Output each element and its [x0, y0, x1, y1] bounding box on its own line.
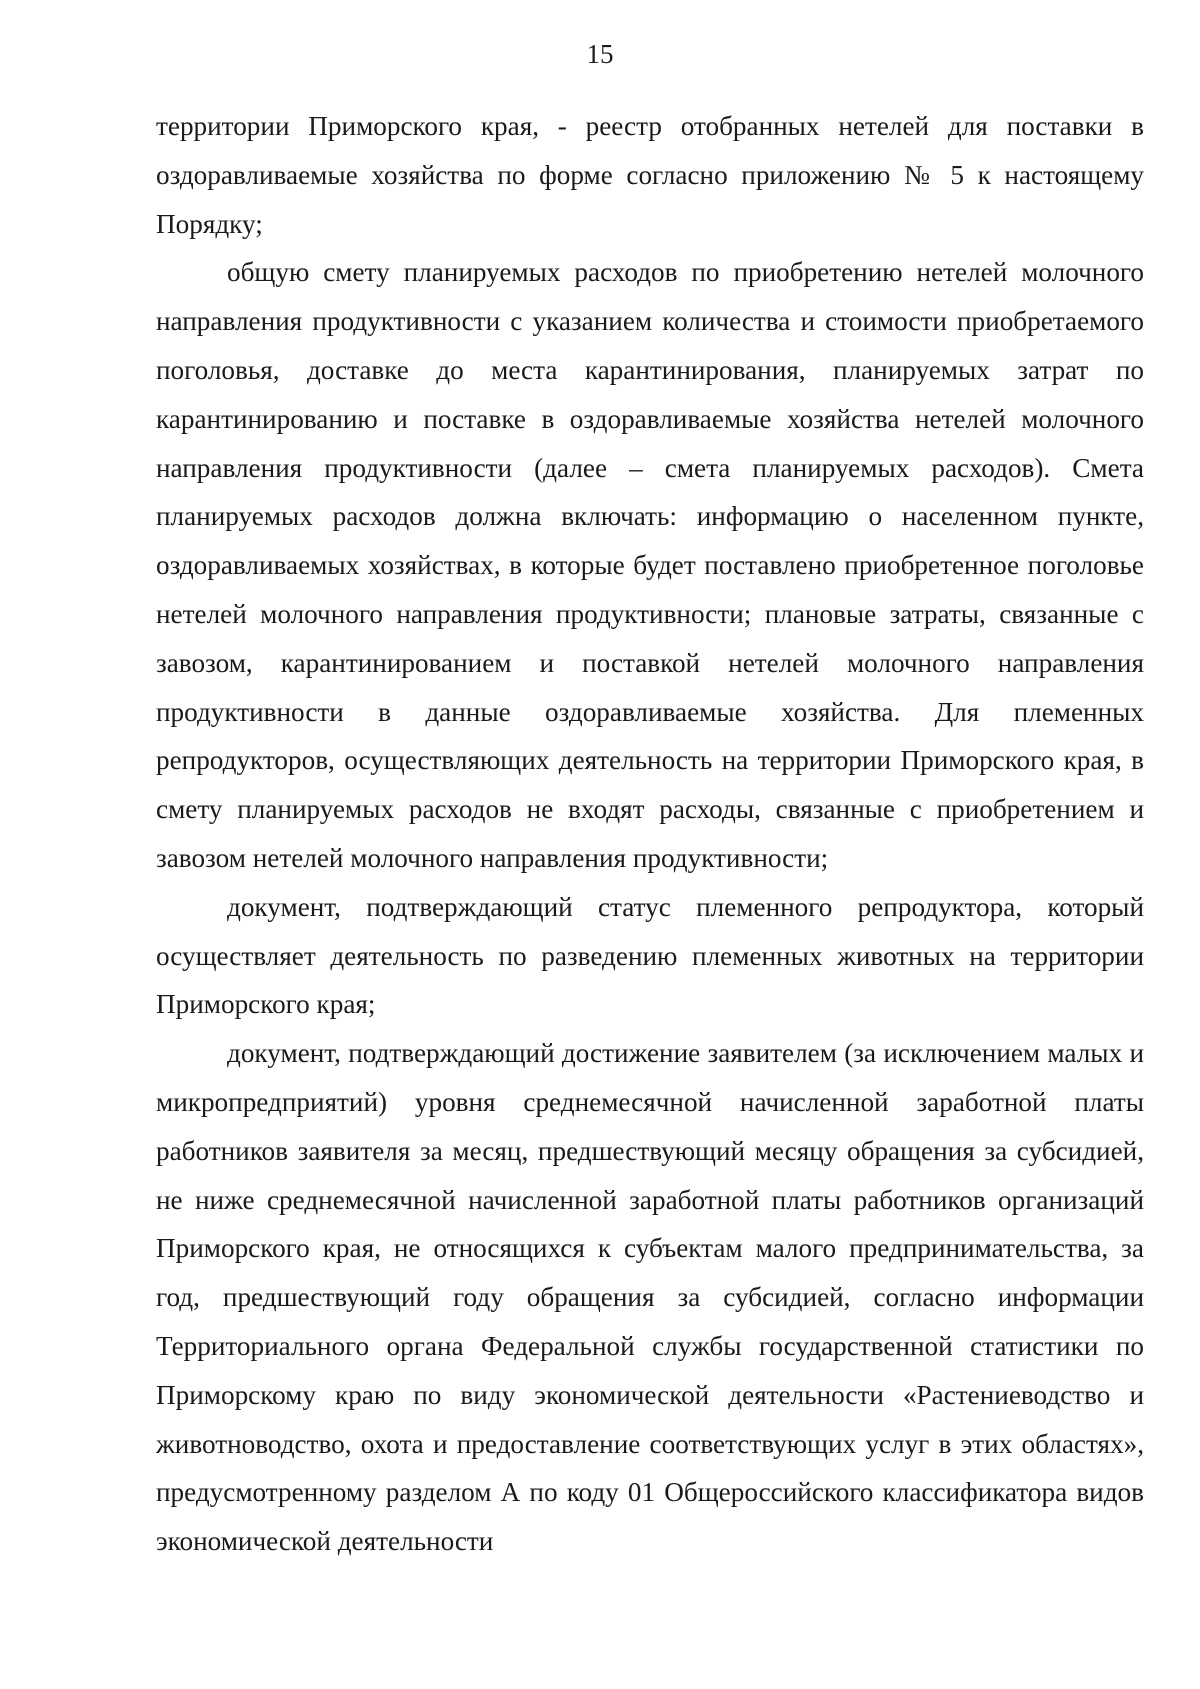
paragraph-1: территории Приморского края, - реестр отобранных нетелей для поставки в оздоравливаемые хозяйства по форме согласно приложению № 5 к настоящему Порядку;: [156, 111, 1144, 239]
paragraph-2: общую смету планируемых расходов по приобретению нетелей молочного направления продуктивности с указанием количества и стоимости приобретаемого поголовья, доставке до места карантинирования, планируемых затрат по карантинированию и поставке в оздоравливаемые хозяйства нетелей молочного направления продуктивности (далее – смета планируемых расходов). Смета планируемых расходов должна включать: информацию о населенном пункте, оздоравливаемых хозяйствах, в которые будет поставлено приобретенное поголовье нетелей молочного направления продуктивности; плановые затраты, связанные с завозом, карантинированием и поставкой нетелей молочного направления продуктивности в данные оздоравливаемые хозяйства. Для племенных репродукторов, осуществляющих деятельность на территории Приморского края, в смету планируемых расходов не входят расходы, связанные с приобретением и завозом нетелей молочного направления продуктивности;: [156, 257, 1144, 873]
paragraph-3: документ, подтверждающий статус племенного репродуктора, который осуществляет деятельность по разведению племенных животных на территории Приморского края;: [156, 891, 1144, 1020]
page-number: 15: [586, 39, 614, 69]
body-text: [156, 102, 1144, 1566]
paragraph-4: документ, подтверждающий достижение заявителем (за исключением малых и микропредприятий) уровня среднемесячной начисленной заработной платы работников заявителя за месяц, предшествующий месяцу обращения за субсидией, не ниже среднемесячной начисленной заработной платы работников организаций Приморского края, не относящихся к субъектам малого предпринимательства, за год, предшествующий году обращения за субсидией, согласно информации Территориального органа Федеральной службы государственной статистики по Приморскому краю по виду экономической деятельности «Растениеводство и животноводство, охота и предоставление соответствующих услуг в этих областях», предусмотренному разделом А по коду 01 Общероссийского классификатора видов экономической деятельности: [156, 1038, 1144, 1557]
